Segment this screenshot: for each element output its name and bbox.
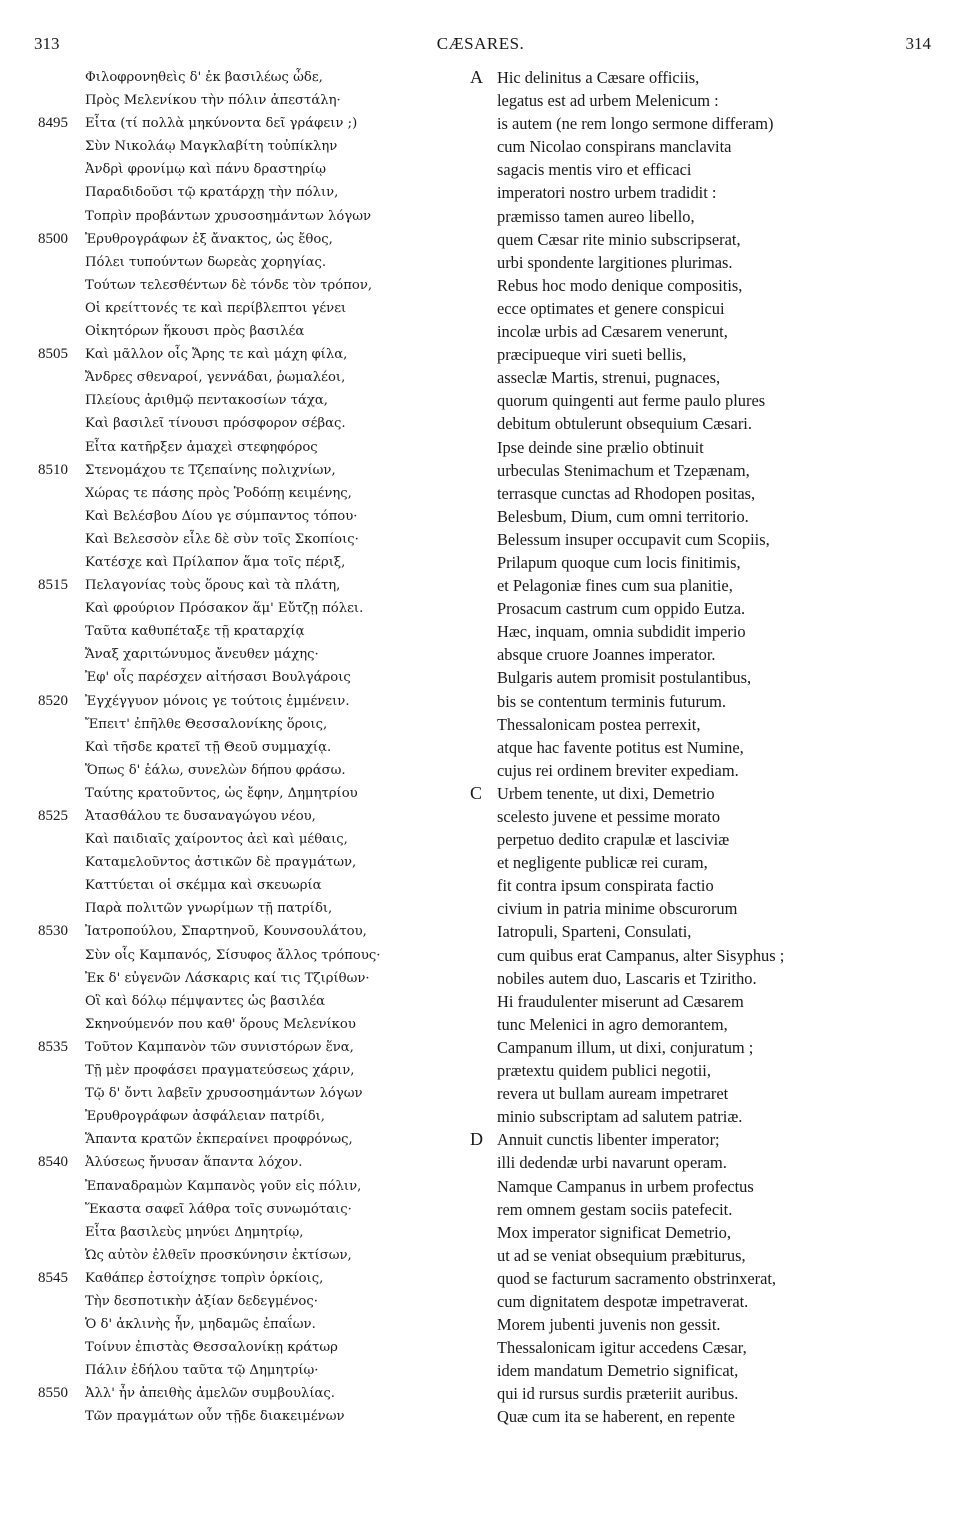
latin-verse-line [470, 1405, 920, 1428]
latin-verse-line [470, 713, 920, 736]
latin-verse-line [470, 805, 920, 828]
greek-verse-line [38, 389, 478, 412]
verse-number: 8525 [38, 808, 68, 824]
latin-verse-line [470, 1382, 920, 1405]
greek-verse-text: Ἀλλ' ἦν ἀπειθὴς ἀμελῶν συμβουλίας. [85, 1386, 335, 1402]
latin-verse-text: Prilapum quoque cum locis finitimis, [497, 552, 741, 572]
latin-translation-column [470, 66, 920, 1429]
latin-verse-text: is autem (ne rem longo sermone differam) [497, 114, 774, 134]
latin-verse-text: perpetuo dedito crapulæ et lasciviæ [497, 830, 730, 850]
latin-verse-line [470, 112, 920, 135]
greek-verse-line [38, 620, 478, 643]
greek-verse-text: Παραδιδοῦσι τῷ κρατάρχῃ τὴν πόλιν, [85, 185, 339, 201]
greek-verse-text: Τῷ δ' ὄντι λαβεῖν χρυσοσημάντων λόγων [85, 1086, 363, 1102]
greek-verse-text: Σὺν οἷς Καμπανός, Σίσυφος ἄλλος τρόπους· [85, 947, 381, 963]
latin-verse-text: Rebus hoc modo denique compositis, [497, 275, 743, 295]
greek-verse-line [38, 320, 478, 343]
greek-verse-line [38, 1082, 478, 1105]
section-marker: A [470, 67, 483, 87]
greek-verse-text: Καὶ παιδιαῖς χαίροντος ἀεὶ καὶ μέθαις, [85, 832, 348, 848]
latin-verse-line [470, 343, 920, 366]
greek-verse-text: Πρὸς Μελενίκου τὴν πόλιν ἀπεστάλη· [85, 93, 341, 109]
greek-verse-text: Οἰκητόρων ἥκουσι πρὸς βασιλέα [85, 324, 305, 340]
greek-verse-line [38, 1128, 478, 1151]
latin-verse-text: imperatori nostro urbem tradidit : [497, 183, 717, 203]
latin-verse-text: prætextu quidem publici negotii, [497, 1061, 711, 1081]
greek-verse-text: Τὴν δεσποτικὴν ἀξίαν δεδεγμένος· [85, 1293, 318, 1309]
latin-verse-text: et Pelagoniæ fines cum sua planitie, [497, 576, 733, 596]
latin-verse-line [470, 1151, 920, 1174]
latin-verse-text: scelesto juvene et pessime morato [497, 807, 721, 826]
latin-verse-line [470, 366, 920, 389]
latin-verse-text: Iatropuli, Sparteni, Consulati, [497, 922, 692, 942]
greek-verse-text: Ἕκαστα σαφεῖ λάθρα τοῖς συνωμόταις· [85, 1201, 352, 1217]
greek-verse-text: Καττύεται οἱ σκέμμα καὶ σκευωρία [85, 878, 322, 894]
greek-verse-line [38, 574, 478, 597]
greek-verse-text: Ἅπαντα κρατῶν ἐκπεραίνει προφρόνως, [85, 1132, 353, 1148]
greek-verse-line [38, 1267, 478, 1290]
verse-number: 8530 [38, 923, 68, 940]
greek-verse-line [38, 828, 478, 851]
greek-verse-text: Καὶ Βελέσβου Δίου γε σύμπαντος τόπου· [85, 508, 358, 524]
greek-verse-line [38, 1244, 478, 1267]
latin-verse-line [470, 205, 920, 228]
greek-verse-line [38, 759, 478, 782]
greek-verse-line [38, 112, 478, 135]
greek-verse-line [38, 297, 478, 320]
latin-verse-text: Belesbum, Dium, cum omni territorio. [497, 506, 749, 526]
greek-verse-line [38, 181, 478, 204]
latin-verse-line [470, 574, 920, 597]
latin-verse-line [470, 320, 920, 343]
latin-verse-text: cum quibus erat Campanus, alter Sisyphus ; [497, 945, 785, 965]
running-title: CÆSARES. [436, 34, 525, 53]
verse-number: 8540 [38, 1154, 68, 1171]
greek-verse-text: Ὅπως δ' ἑάλω, συνελὼν δήπου φράσω. [85, 762, 346, 778]
page-header [0, 34, 961, 58]
greek-verse-text: Ἐγχέγγυον μόνοις γε τούτοις ἐμμένειν. [85, 693, 350, 709]
latin-verse-text: Ipse deinde sine prælio obtinuit [497, 437, 704, 457]
greek-verse-line [38, 851, 478, 874]
greek-verse-line [38, 944, 478, 967]
verse-number: 8535 [38, 1038, 68, 1055]
greek-verse-text: Ἐρυθρογράφων ἀσφάλειαν πατρίδι, [85, 1109, 326, 1125]
latin-verse-line [470, 482, 920, 505]
latin-verse-text: quod se facturum sacramento obstrinxerat, [497, 1268, 777, 1288]
greek-verse-text: Ὡς αὐτὸν ἐλθεῖν προσκύνησιν ἐκτίσων, [85, 1247, 352, 1263]
latin-verse-line [470, 690, 920, 713]
latin-verse-line [470, 1198, 920, 1221]
latin-verse-text: asseclæ Martis, strenui, pugnaces, [497, 368, 721, 388]
latin-verse-text: quem Cæsar rite minio subscripserat, [497, 229, 741, 249]
greek-verse-line [38, 482, 478, 505]
latin-verse-text: Mox imperator significat Demetrio, [497, 1222, 731, 1242]
greek-verse-line [38, 666, 478, 689]
latin-verse-line [470, 759, 920, 782]
latin-verse-line [470, 782, 920, 805]
greek-verse-line [38, 1175, 478, 1198]
greek-verse-line [38, 505, 478, 528]
latin-verse-text: minio subscriptam ad salutem patriæ. [497, 1107, 743, 1127]
latin-verse-line [470, 736, 920, 759]
section-marker: D [470, 1129, 483, 1150]
greek-verse-text: Καταμελοῦντος ἀστικῶν δὲ πραγμάτων, [85, 855, 357, 871]
latin-verse-text: cum Nicolao conspirans manclavita [497, 137, 732, 157]
greek-verse-text: Χώρας τε πάσης πρὸς Ῥοδόπῃ κειμένης, [85, 485, 352, 501]
latin-verse-line [470, 389, 920, 412]
latin-verse-text: Bulgaris autem promisit postulantibus, [497, 668, 752, 688]
greek-verse-line [38, 1151, 478, 1174]
section-marker: C [470, 782, 483, 803]
greek-verse-line [38, 1359, 478, 1382]
greek-verse-text: Πλείους ἀριθμῷ πεντακοσίων τάχα, [85, 393, 329, 409]
latin-verse-text: urbi spondente largitiones plurimas. [497, 252, 733, 272]
greek-verse-text: Ἔπειτ' ἐπῆλθε Θεσσαλονίκης ὅροις, [85, 716, 328, 732]
greek-verse-line [38, 713, 478, 736]
verse-number: 8545 [38, 1269, 68, 1286]
latin-verse-line [470, 1013, 920, 1036]
latin-verse-line [470, 505, 920, 528]
latin-verse-line [470, 228, 920, 251]
greek-verse-text: Καὶ βασιλεῖ τίνουσι πρόσφορον σέβας. [85, 416, 346, 432]
latin-verse-text: atque hac favente potitus est Numine, [497, 737, 744, 757]
page-number-left: 313 [34, 34, 60, 53]
latin-verse-line [470, 1244, 920, 1267]
greek-verse-line [38, 89, 478, 112]
latin-verse-line [470, 66, 920, 89]
greek-verse-text: Οἱ κρείττονές τε καὶ περίβλεπτοι γένει [85, 300, 347, 316]
greek-verse-text: Καὶ φρούριον Πρόσακον ἅμ' Εὔτζῃ πόλει. [85, 601, 364, 617]
latin-verse-text: Thessalonicam igitur accedens Cæsar, [497, 1338, 747, 1358]
greek-verse-line [38, 436, 478, 459]
greek-verse-text: Καθάπερ ἐστοίχησε τοπρὶν ὁρκίοις, [85, 1270, 324, 1286]
verse-number: 8520 [38, 692, 68, 709]
greek-verse-text: Καὶ μᾶλλον οἷς Ἄρης τε καὶ μάχη φίλα, [85, 347, 348, 363]
latin-verse-line [470, 551, 920, 574]
latin-verse-line [470, 1267, 920, 1290]
latin-verse-line [470, 1175, 920, 1198]
greek-verse-line [38, 690, 478, 713]
latin-verse-text: præcipueque viri sueti bellis, [497, 345, 687, 365]
verse-number: 8495 [38, 115, 68, 132]
latin-verse-text: cum dignitatem despotæ impetraverat. [497, 1291, 749, 1311]
latin-verse-text: legatus est ad urbem Melenicum : [497, 91, 719, 111]
latin-verse-text: bis se contentum terminis futurum. [497, 691, 726, 711]
latin-verse-line [470, 1082, 920, 1105]
greek-verse-text: Ἀτασθάλου τε δυσαναγώγου νέου, [85, 809, 316, 824]
greek-verse-line [38, 1313, 478, 1336]
latin-verse-line [470, 135, 920, 158]
greek-verse-text: Ἐκ δ' εὐγενῶν Λάσκαρις καί τις Τζιρίθων· [85, 970, 370, 986]
latin-verse-text: quorum quingenti aut ferme paulo plures [497, 391, 766, 411]
greek-verse-line [38, 1221, 478, 1244]
greek-verse-line [38, 158, 478, 181]
greek-verse-line [38, 228, 478, 251]
greek-verse-line [38, 1059, 478, 1082]
latin-verse-text: sagacis mentis viro et efficaci [497, 160, 692, 180]
greek-verse-line [38, 459, 478, 482]
latin-verse-line [470, 597, 920, 620]
latin-verse-line [470, 459, 920, 482]
greek-verse-line [38, 643, 478, 666]
greek-verse-text: Ὁ δ' ἀκλινὴς ἦν, μηδαμῶς ἐπαΐων. [85, 1317, 316, 1333]
greek-text-column [38, 66, 478, 1429]
latin-verse-line [470, 1036, 920, 1059]
latin-verse-text: revera ut bullam auream impetraret [497, 1084, 729, 1104]
greek-verse-line [38, 1405, 478, 1428]
greek-verse-line [38, 874, 478, 897]
greek-verse-text: Ταύτης κρατοῦντος, ὡς ἔφην, Δημητρίου [85, 785, 358, 801]
latin-verse-line [470, 1290, 920, 1313]
latin-verse-line [470, 181, 920, 204]
greek-verse-line [38, 990, 478, 1013]
greek-verse-line [38, 366, 478, 389]
latin-verse-text: Prosacum castrum cum oppido Eutza. [497, 599, 746, 619]
greek-verse-text: Σκηνούμενόν που καθ' ὅρους Μελενίκου [85, 1016, 356, 1032]
latin-verse-text: terrasque cunctas ad Rhodopen positas, [497, 483, 756, 503]
greek-verse-text: Στενομάχου τε Τζεπαίνης πολιχνίων, [85, 462, 336, 478]
greek-verse-line [38, 412, 478, 435]
greek-verse-text: Ἐρυθρογράφων ἐξ ἄνακτος, ὡς ἔθος, [85, 231, 333, 247]
greek-verse-line [38, 897, 478, 920]
greek-verse-text: Ἀλύσεως ἤνυσαν ἅπαντα λόχον. [85, 1155, 303, 1171]
latin-verse-line [470, 1128, 920, 1151]
latin-verse-text: rem omnem gestam sociis patefecit. [497, 1199, 733, 1219]
greek-verse-text: Εἶτα βασιλεὺς μηνύει Δημητρίῳ, [85, 1224, 304, 1240]
greek-verse-text: Τῶν πραγμάτων οὖν τῇδε διακειμένων [85, 1409, 345, 1425]
latin-verse-text: absque cruore Joannes imperator. [497, 645, 716, 665]
greek-verse-text: Κατέσχε καὶ Πρίλαπον ἅμα τοῖς πέριξ, [85, 554, 346, 570]
verse-number: 8500 [38, 230, 68, 247]
latin-verse-line [470, 1105, 920, 1128]
greek-verse-line [38, 135, 478, 158]
latin-verse-line [470, 1336, 920, 1359]
latin-verse-line [470, 436, 920, 459]
greek-verse-text: Ἐπαναδραμὼν Καμπανὸς γοῦν εἰς πόλιν, [85, 1178, 362, 1194]
latin-verse-line [470, 967, 920, 990]
greek-verse-line [38, 205, 478, 228]
greek-verse-line [38, 1198, 478, 1221]
latin-verse-text: Campanum illum, ut dixi, conjuratum ; [497, 1037, 754, 1057]
latin-verse-text: illi dedendæ urbi navarunt operam. [497, 1153, 727, 1173]
latin-verse-line [470, 1221, 920, 1244]
latin-verse-text: Belessum insuper occupavit cum Scopiis, [497, 529, 770, 549]
latin-verse-line [470, 666, 920, 689]
greek-verse-text: Καὶ τῆσδε κρατεῖ τῇ Θεοῦ συμμαχίᾳ. [85, 739, 332, 755]
greek-verse-line [38, 251, 478, 274]
greek-verse-line [38, 736, 478, 759]
greek-verse-text: Πόλει τυπούντων δωρεὰς χορηγίας. [85, 254, 327, 270]
greek-verse-line [38, 66, 478, 89]
greek-verse-text: Τοίνυν ἐπιστὰς Θεσσαλονίκῃ κράτωρ [85, 1340, 338, 1356]
greek-verse-text: Οἳ καὶ δόλῳ πέμψαντες ὡς βασιλέα [85, 993, 326, 1009]
latin-verse-text: Morem jubenti juvenis non gessit. [497, 1315, 721, 1335]
latin-verse-text: Hic delinitus a Cæsare officiis, [497, 68, 700, 87]
latin-verse-text: Hi fraudulenter miserunt ad Cæsarem [497, 991, 744, 1011]
greek-verse-text: Φιλοφρονηθεὶς δ' ἐκ βασιλέως ὧδε, [85, 70, 323, 85]
greek-verse-text: Σὺν Νικολάῳ Μαγκλαβίτη τοὐπίκλην [85, 139, 338, 155]
latin-verse-text: idem mandatum Demetrio significat, [497, 1361, 739, 1381]
latin-verse-text: Quæ cum ita se haberent, en repente [497, 1407, 736, 1427]
verse-number: 8515 [38, 577, 68, 594]
latin-verse-text: fit contra ipsum conspirata factio [497, 876, 714, 896]
latin-verse-line [470, 274, 920, 297]
greek-verse-text: Πάλιν ἐδήλου ταῦτα τῷ Δημητρίῳ· [85, 1363, 319, 1379]
greek-verse-line [38, 805, 478, 828]
greek-verse-text: Ταῦτα καθυπέταξε τῇ κραταρχίᾳ [85, 624, 305, 640]
verse-number: 8550 [38, 1385, 68, 1402]
greek-verse-text: Καὶ Βελεσσὸν εἷλε δὲ σὺν τοῖς Σκοπίοις· [85, 531, 359, 547]
greek-verse-text: Πελαγονίας τοὺς ὅρους καὶ τὰ πλάτη, [85, 578, 341, 594]
latin-verse-line [470, 158, 920, 181]
verse-number: 8505 [38, 346, 68, 363]
page-number-right: 314 [905, 34, 931, 53]
greek-verse-line [38, 1036, 478, 1059]
greek-verse-line [38, 343, 478, 366]
latin-verse-line [470, 1359, 920, 1382]
latin-verse-text: civium in patria minime obscurorum [497, 899, 738, 919]
latin-verse-text: qui id rursus surdis præteriit auribus. [497, 1384, 739, 1404]
greek-verse-text: Τοῦτον Καμπανὸν τῶν συνιστόρων ἕνα, [85, 1039, 354, 1055]
latin-verse-line [470, 620, 920, 643]
greek-verse-text: Εἶτα κατῆρξεν ἀμαχεὶ στεφηφόρος [85, 439, 318, 455]
greek-verse-line [38, 1290, 478, 1313]
latin-verse-text: tunc Melenici in agro demorantem, [497, 1014, 728, 1034]
latin-verse-text: Urbem tenente, ut dixi, Demetrio [497, 783, 715, 803]
latin-verse-text: Hæc, inquam, omnia subdidit imperio [497, 622, 746, 642]
greek-verse-text: Τοπρὶν προβάντων χρυσοσημάντων λόγων [85, 208, 372, 224]
greek-verse-line [38, 1336, 478, 1359]
latin-verse-line [470, 828, 920, 851]
latin-verse-line [470, 944, 920, 967]
greek-verse-line [38, 528, 478, 551]
latin-verse-text: Namque Campanus in urbem profectus [497, 1176, 754, 1196]
greek-verse-text: Ἰατροπούλου, Σπαρτηνοῦ, Κουνσουλάτου, [85, 924, 367, 940]
greek-verse-text: Εἶτα (τί πολλὰ μηκύνοντα δεῖ γράφειν ;) [85, 116, 358, 132]
greek-verse-text: Ἀνδρὶ φρονίμῳ καὶ πάνυ δραστηρίῳ [85, 162, 327, 178]
greek-verse-text: Ἄναξ χαριτώνυμος ἄνευθεν μάχης· [85, 647, 319, 663]
latin-verse-line [470, 874, 920, 897]
latin-verse-text: incolæ urbis ad Cæsarem venerunt, [497, 322, 728, 342]
latin-verse-line [470, 920, 920, 943]
greek-verse-text: Ἄνδρες σθεναροί, γεννάδαι, ῥωμαλέοι, [85, 370, 346, 386]
latin-verse-line [470, 89, 920, 112]
latin-verse-line [470, 251, 920, 274]
greek-verse-line [38, 597, 478, 620]
latin-verse-text: nobiles autem duo, Lascaris et Tziritho. [497, 968, 757, 988]
greek-verse-line [38, 782, 478, 805]
latin-verse-line [470, 643, 920, 666]
greek-verse-line [38, 1013, 478, 1036]
latin-verse-text: præmisso tamen aureo libello, [497, 206, 695, 226]
greek-verse-text: Τούτων τελεσθέντων δὲ τόνδε τὸν τρόπον, [85, 277, 373, 293]
latin-verse-text: Annuit cunctis libenter imperator; [497, 1130, 720, 1150]
latin-verse-text: et negligente publicæ rei curam, [497, 853, 708, 873]
latin-verse-text: debitum obtulerunt obsequium Cæsari. [497, 414, 752, 434]
latin-verse-line [470, 297, 920, 320]
verse-number: 8510 [38, 461, 68, 478]
greek-verse-line [38, 551, 478, 574]
greek-verse-text: Ἐφ' οἷς παρέσχεν αἰτήσασι Βουλγάροις [85, 670, 351, 686]
greek-verse-text: Τῇ μὲν προφάσει πραγματεύσεως χάριν, [85, 1063, 355, 1079]
latin-verse-line [470, 1059, 920, 1082]
latin-verse-text: cujus rei ordinem breviter expediam. [497, 760, 739, 780]
latin-verse-line [470, 897, 920, 920]
greek-verse-line [38, 1382, 478, 1405]
latin-verse-text: urbeculas Stenimachum et Tzepænam, [497, 460, 750, 480]
greek-verse-line [38, 920, 478, 943]
latin-verse-line [470, 412, 920, 435]
latin-verse-line [470, 1313, 920, 1336]
greek-verse-line [38, 967, 478, 990]
greek-verse-text: Παρὰ πολιτῶν γνωρίμων τῇ πατρίδι, [85, 901, 333, 917]
latin-verse-text: ut ad se veniat obsequium præbiturus, [497, 1245, 746, 1265]
latin-verse-line [470, 851, 920, 874]
latin-verse-line [470, 528, 920, 551]
greek-verse-line [38, 1105, 478, 1128]
latin-verse-text: ecce optimates et genere conspicui [497, 298, 725, 318]
latin-verse-text: Thessalonicam postea perrexit, [497, 714, 701, 734]
latin-verse-line [470, 990, 920, 1013]
greek-verse-line [38, 274, 478, 297]
